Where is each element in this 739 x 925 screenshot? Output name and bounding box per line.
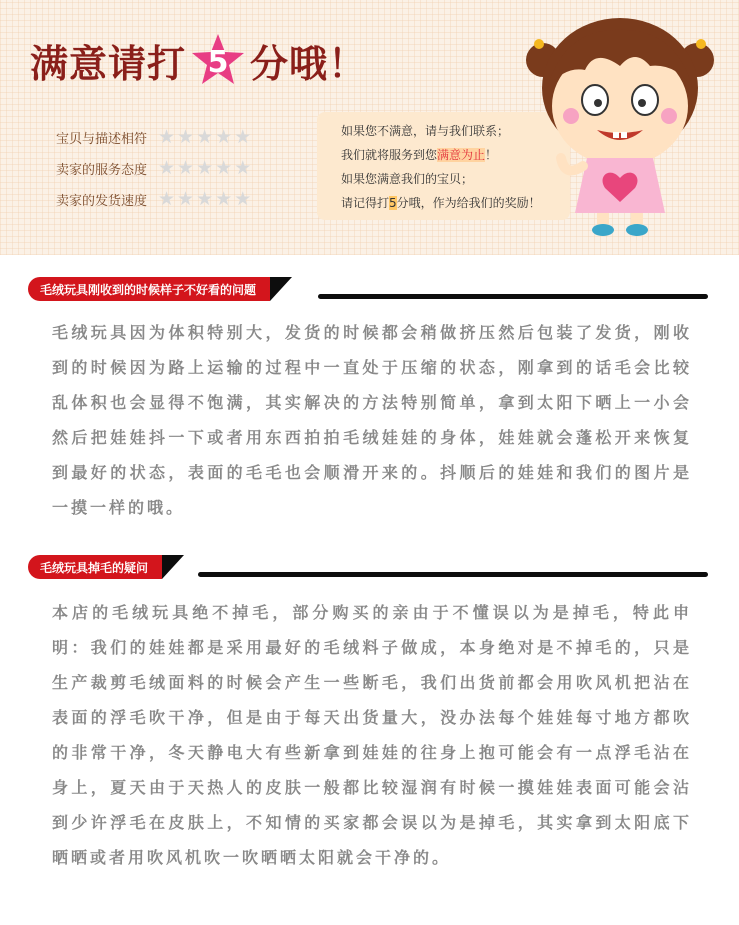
star-icon[interactable]: ★ bbox=[215, 188, 233, 210]
star-icon[interactable]: ★ bbox=[196, 157, 214, 179]
bubble-line-3: 如果您满意我们的宝贝； bbox=[341, 172, 474, 186]
star-icon[interactable]: ★ bbox=[234, 188, 252, 210]
highlight-number: 5 bbox=[389, 196, 397, 210]
rating-row-description bbox=[56, 122, 251, 153]
highlight-text: 满意为止 bbox=[437, 148, 486, 162]
section-title: 毛绒玩具刚收到的时候样子不好看的问题 bbox=[28, 277, 270, 301]
section-divider bbox=[318, 294, 708, 299]
bubble-line-1: 如果您不满意，请与我们联系； bbox=[341, 124, 510, 138]
section-body-1: 毛绒玩具因为体积特别大，发货的时候都会稍做挤压然后包装了发货，刚收到的时候因为路上运输的过程中一直处于压缩的状态，刚拿到的话毛会比较乱体积也会显得不饱满，其实解决的方法特别简单，拿到太阳下晒上一小会然后把娃娃抖一下或者用东西拍拍毛绒娃娃的身体，娃娃就会蓬松开来恢复到最好的状态，表面的毛毛也会顺滑开来的。抖顺后的娃娃和我们的图片是一摸一样的哦。 bbox=[52, 323, 692, 517]
title-right-text: 分哦！ bbox=[250, 40, 368, 86]
title-number: 5 bbox=[207, 44, 229, 80]
star-icon[interactable]: ★ bbox=[234, 126, 252, 148]
section-heading-1 bbox=[28, 277, 708, 301]
star-icon[interactable]: ★ bbox=[177, 126, 195, 148]
star-icon[interactable]: ★ bbox=[215, 157, 233, 179]
section-divider bbox=[198, 572, 708, 577]
section-title: 毛绒玩具掉毛的疑问 bbox=[28, 555, 162, 579]
section-body-2: 本店的毛绒玩具绝不掉毛，部分购买的亲由于不懂误以为是掉毛，特此申明：我们的娃娃都是采用最好的毛绒料子做成，本身绝对是不掉毛的，只是生产裁剪毛绒面料的时候会产生一些断毛，我们出货前都会用吹风机把沾在表面的浮毛吹干净，但是由于每天出货量大，没办法每个娃娃每寸地方都吹的非常干净，冬天静电大有些新拿到娃娃的往身上抱可能会有一点浮毛沾在身上，夏天由于天热人的皮肤一般都比较湿润有时候一摸娃娃表面可能会沾到少许浮毛在皮肤上，不知情的买家都会误以为是掉毛，其实拿到太阳底下晒晒或者用吹风机吹一吹晒晒太阳就会干净的。 bbox=[52, 603, 692, 867]
rating-label: 卖家的服务态度 bbox=[56, 163, 148, 178]
star-icon[interactable]: ★ bbox=[196, 188, 214, 210]
star-icon[interactable]: ★ bbox=[158, 157, 176, 179]
rating-banner bbox=[0, 0, 739, 255]
cartoon-girl-image bbox=[525, 8, 715, 240]
bubble-line-4: 请记得打5分哦，作为给我们的奖励！ bbox=[341, 196, 541, 210]
bubble-line-2: 我们就将服务到您满意为止！ bbox=[341, 148, 498, 162]
title-left-text: 满意请打 bbox=[30, 40, 187, 86]
star-icon[interactable]: ★ bbox=[234, 157, 252, 179]
rating-list bbox=[56, 122, 251, 215]
star-rating[interactable] bbox=[158, 128, 251, 147]
star-icon[interactable]: ★ bbox=[215, 126, 233, 148]
star-five-icon bbox=[190, 32, 246, 88]
star-rating[interactable] bbox=[158, 190, 251, 209]
star-icon[interactable]: ★ bbox=[158, 126, 176, 148]
section-heading-2 bbox=[28, 555, 708, 579]
rating-label: 卖家的发货速度 bbox=[56, 194, 148, 209]
star-icon[interactable]: ★ bbox=[196, 126, 214, 148]
banner-title bbox=[30, 30, 367, 90]
rating-row-service bbox=[56, 153, 251, 184]
rating-row-shipping bbox=[56, 184, 251, 215]
star-icon[interactable]: ★ bbox=[158, 188, 176, 210]
star-icon[interactable]: ★ bbox=[177, 157, 195, 179]
rating-label: 宝贝与描述相符 bbox=[56, 132, 148, 147]
star-rating[interactable] bbox=[158, 159, 251, 178]
star-icon[interactable]: ★ bbox=[177, 188, 195, 210]
